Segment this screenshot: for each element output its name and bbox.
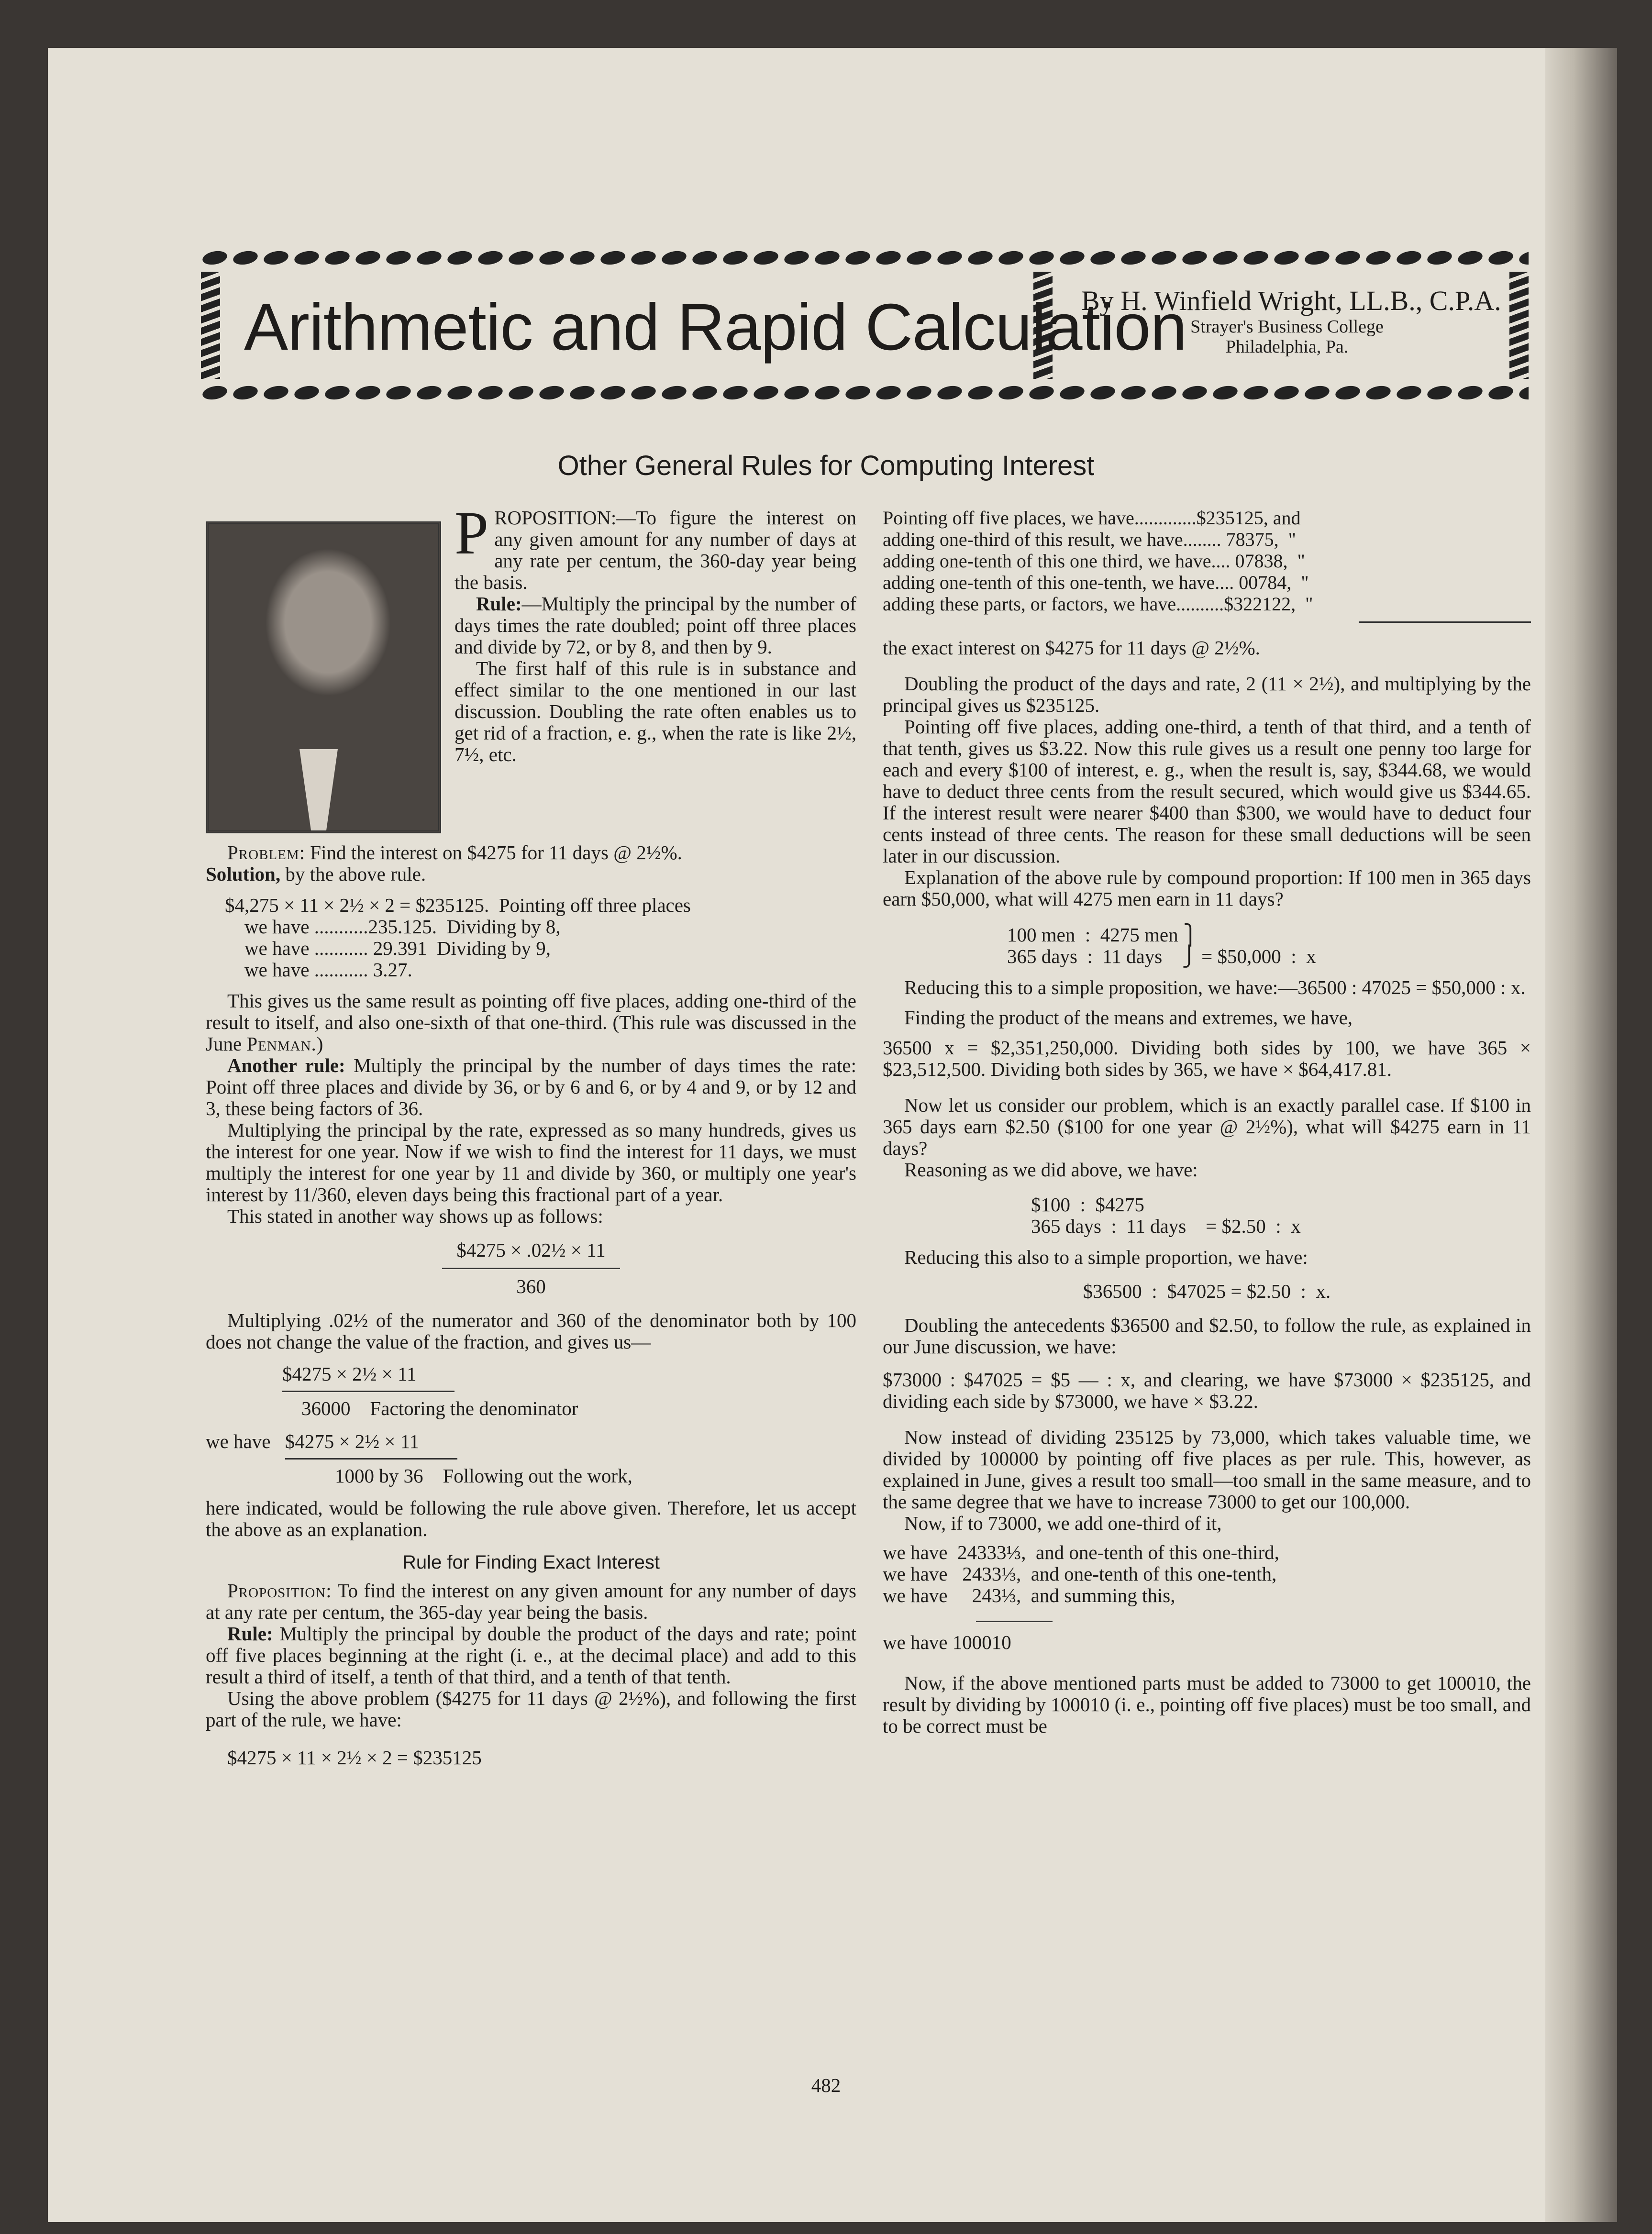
paragraph: Now instead of dividing 235125 by 73,000, which takes valuable time, we divided by 100000 by pointing off five places as per rule. This, however, as explained in June, gives a result too small—too small in the same measure, and to the same degree that we have to increase 73000 to get our 100,000.: [883, 1426, 1531, 1513]
paragraph: The first half of this rule is in substance and effect similar to the one mentioned in our last discussion. Doubling the rate often enables us to get rid of a fraction, e. g., when the rate is like 2½, 7½, etc.: [455, 657, 856, 765]
article-title: Arithmetic and Rapid Calculation: [244, 290, 1187, 364]
college-line: Strayer's Business College: [1190, 317, 1384, 337]
section-heading: Other General Rules for Computing Interest: [557, 450, 1095, 481]
paragraph: Reasoning as we did above, we have:: [904, 1159, 1198, 1181]
paragraph: Finding the product of the means and extremes, we have,: [904, 1006, 1353, 1029]
fraction: we have $4275 × 2½ × 11 1000 by 36 Following out the work,: [206, 1430, 632, 1487]
fraction: $4275 × 2½ × 11 36000 Factoring the denominator: [282, 1363, 578, 1419]
ornamental-border-left: [201, 272, 220, 379]
byline: [1081, 285, 1501, 357]
rule-paragraph: Rule: Multiply the principal by double the product of the days and rate; point off five places beginning at the right (i. e., at the decimal place) and add to this result a third of itself, a tenth of that third, and a tenth of that tenth.: [206, 1623, 856, 1688]
ornamental-border-top: [201, 244, 1529, 272]
paragraph: Multiplying the principal by the rate, expressed as so many hundreds, gives us the interest for one year. Now if we wish to find the interest for 11 days, we must multiply the interest for one year by 11 and divide by 360, or multiply one year's interest by 11/360, eleven days being this fractional part of a year.: [206, 1119, 856, 1205]
title-banner: [201, 244, 1529, 407]
paragraph: Explanation of the above rule by compound proportion: If 100 men in 365 days earn $50,000, what will 4275 men earn in 11 days?: [883, 866, 1531, 910]
page-number: 482: [811, 2074, 841, 2096]
paragraph: Using the above problem ($4275 for 11 days @ 2½%), and following the first part of the rule, we have:: [206, 1687, 856, 1731]
paragraph: Now let us consider our problem, which is an exactly parallel case. If $100 in 365 days earn $2.50 ($100 for one year @ 2½%), what will $4275 earn in 11 days?: [883, 1094, 1531, 1159]
paragraph: Doubling the product of the days and rate, 2 (11 × 2½), and multiplying by the principal gives us $235125.: [883, 673, 1531, 716]
author-line: By H. Winfield Wright, LL.B., C.P.A.: [1081, 285, 1501, 316]
solution-paragraph: Solution, by the above rule.: [206, 863, 426, 885]
problem-paragraph: Problem: Find the interest on $4275 for 11 days @ 2½%.: [227, 841, 682, 863]
paragraph: $73000 : $47025 = $5 — : x, and clearing, we have $73000 × $235125, and dividing each side by $73000, we have × $3.22.: [883, 1369, 1531, 1412]
paragraph: This gives us the same result as pointing off five places, adding one-third of the result to itself, and also one-sixth of that one-third. (This rule was discussed in the June Penman.): [206, 990, 856, 1055]
sum-rule: [976, 1621, 1053, 1622]
paragraph: Now, if to 73000, we add one-third of it,: [904, 1512, 1222, 1534]
proportion: $100 : $4275 365 days : 11 days = $2.50 : x: [1031, 1194, 1301, 1237]
calculation: $4,275 × 11 × 2½ × 2 = $235125. Pointing off three places we have ...........235.125. Dividing by 8, we have ........... 29.391 Dividing by 9, we have ........... 3.27.: [225, 894, 691, 981]
ornamental-border-bottom: [201, 379, 1529, 407]
sum-rule: [1359, 621, 1531, 623]
another-rule-paragraph: Another rule: Multiply the principal by the number of days times the rate: Point off three places and divide by 36, or by 6 and 6, or by 4 and 9, or by 12 and 3, these being factors of 36.: [206, 1054, 857, 1119]
rule-heading: Rule for Finding Exact Interest: [402, 1552, 660, 1573]
paragraph: 36500 x = $2,351,250,000. Dividing both sides by 100, we have 365 × $23,512,500. Dividing both sides by 365, we have × $64,417.81.: [883, 1037, 1531, 1080]
paragraph: here indicated, would be following the rule above given. Therefore, let us accept the above as an explanation.: [206, 1497, 856, 1540]
left-column: [206, 499, 857, 1778]
paragraph: Now, if the above mentioned parts must be added to 73000 to get 100010, the result by dividing by 100010 (i. e., pointing off five places) must be too small, and to be correct must be: [883, 1672, 1531, 1737]
paragraph: Pointing off five places, adding one-third, a tenth of that third, and a tenth of that tenth, gives us $3.22. Now this rule gives us a result one penny too large for each and every $100 of interest, e. g., when the result is, say, $344.68, we would have to deduct three cents from the result secured, which would give us $344.65. If the interest result were nearer $400 than $300, we would have to deduct four cents instead of three cents. The reason for these small deductions will be seen later in our discussion.: [883, 716, 1531, 867]
paragraph: Reducing this to a simple proposition, we have:—36500 : 47025 = $50,000 : x.: [904, 976, 1526, 998]
paragraph: Doubling the antecedents $36500 and $2.50, to follow the rule, as explained in our June discussion, we have:: [883, 1314, 1531, 1358]
proposition-paragraph: Proposition: To find the interest on any given amount for any number of days at any rate per centum, the 365-day year being the basis.: [206, 1580, 856, 1623]
paragraph: Multiplying .02½ of the numerator and 360 of the denominator both by 100 does not change the value of the fraction, and gives us—: [206, 1309, 856, 1353]
calculation: Pointing off five places, we have.............$235125, and adding one-third of this result, we have........ 78375, " adding one-tenth of this one third, we have.... 07838, " adding one-tenth of this one-tenth, we have.... 00784, " adding these parts, or factors, we have..........$322122, ": [883, 507, 1313, 615]
calculation: $4275 × 11 × 2½ × 2 = $235125: [227, 1747, 482, 1769]
book-spine: [1545, 48, 1617, 2222]
proportion: $36500 : $47025 = $2.50 : x.: [1083, 1280, 1331, 1302]
paragraph: This stated in another way shows up as follows:: [227, 1205, 603, 1227]
paragraph: Reducing this also to a simple proportion, we have:: [904, 1246, 1308, 1268]
city-line: Philadelphia, Pa.: [1225, 337, 1349, 357]
right-column: [883, 507, 1531, 1737]
rule-paragraph: Rule:—Multiply the principal by the number of days times the rate doubled; point off three places and divide by 72, or by 8, and then by 9.: [455, 593, 856, 658]
fraction: $4275 × .02½ × 11 360: [206, 1239, 856, 1297]
calculation: we have 24333⅓, and one-tenth of this one-third, we have 2433⅓, and one-tenth of this one-tenth, we have 243⅓, and summing this,: [883, 1541, 1279, 1606]
paragraph: the exact interest on $4275 for 11 days @ 2½%.: [883, 637, 1260, 659]
proposition-paragraph: PROPOSITION:—To figure the interest on any given amount for any number of days at any rate per centum, the 360-day year being the basis.: [455, 499, 856, 593]
paragraph: we have 100010: [883, 1631, 1011, 1653]
ornamental-border-right: [1509, 272, 1529, 379]
proportion: 100 men : 4275 men ⎫ 365 days : 11 days ⎭ = $50,000 : x: [1007, 924, 1316, 967]
